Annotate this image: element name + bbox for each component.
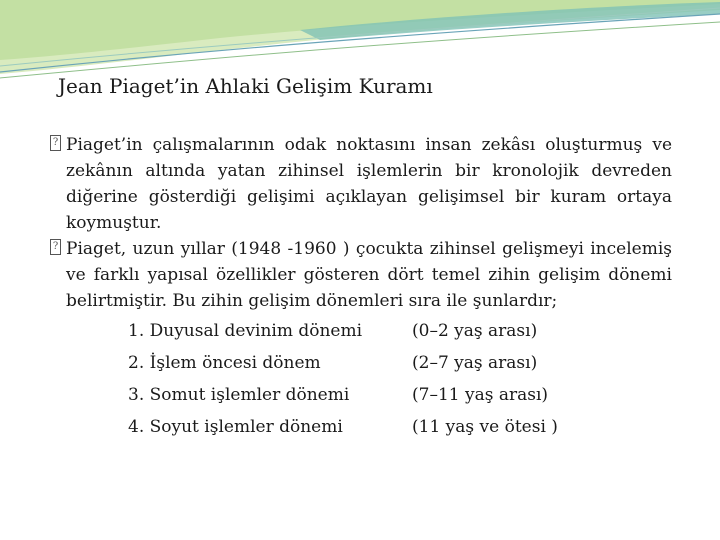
paragraph-text: Piaget, uzun yıllar (1948 -1960 ) çocukta zihinsel gelişmeyi incelemiş ve farklı yapısal özellikler gösteren dört temel zihin gelişim dönemi belirtmiştir. Bu zihin gelişim dönemleri sıra ile şunlardır; xyxy=(66,239,672,311)
bullet-icon: ? xyxy=(50,239,61,255)
body-content xyxy=(50,132,672,443)
period-age: (7–11 yaş arası) xyxy=(412,385,549,405)
period-name: 1. Duyusal devinim dönemi xyxy=(128,321,363,341)
period-list xyxy=(50,315,672,443)
bullet-icon: ? xyxy=(50,135,61,151)
list-item xyxy=(50,347,672,379)
paragraph-text: Piaget’in çalışmalarının odak noktasını insan zekâsı oluşturmuş ve zekânın altında yatan zihinsel işlemlerin bir kronolojik devreden diğerine gösterdiği gelişimi açıklayan gelişimsel bir kuram ortaya koymuştur. xyxy=(66,135,672,233)
period-name: 3. Somut işlemler dönemi xyxy=(128,385,350,405)
page-title: Jean Piaget’in Ahlaki Gelişim Kuramı xyxy=(58,74,433,98)
paragraph-1 xyxy=(50,132,672,236)
period-age: (0–2 yaş arası) xyxy=(412,321,538,341)
list-item xyxy=(50,379,672,411)
list-item xyxy=(50,315,672,347)
paragraph-2 xyxy=(50,236,672,314)
period-age: (2–7 yaş arası) xyxy=(412,353,538,373)
period-name: 4. Soyut işlemler dönemi xyxy=(128,417,343,437)
period-name: 2. İşlem öncesi dönem xyxy=(128,353,321,373)
period-age: (11 yaş ve ötesi ) xyxy=(412,417,558,437)
list-item xyxy=(50,411,672,443)
